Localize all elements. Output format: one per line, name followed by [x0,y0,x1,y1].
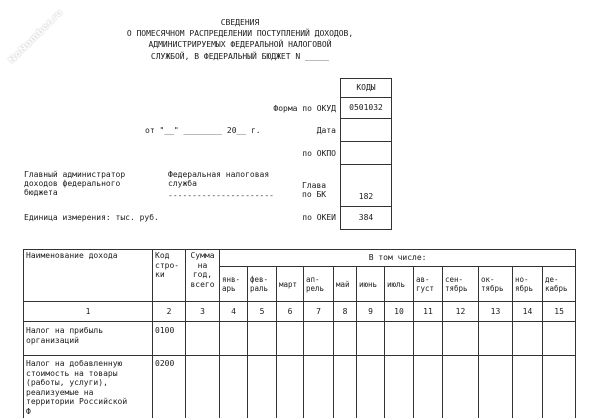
row-cell[interactable] [357,322,385,356]
row-cell[interactable] [479,322,513,356]
glava-label: Глава по БК [302,181,327,200]
header-including: В том числе: [220,250,576,267]
month-dec: де- кабрь [543,267,576,302]
month-aug: ав- густ [414,267,443,302]
row-cell[interactable] [543,322,576,356]
col-number: 12 [443,302,479,322]
unit-label: Единица измерения: тыс. руб. [24,213,159,222]
row-cell[interactable] [443,322,479,356]
row-code: 0200 [153,356,186,418]
row-cell[interactable] [443,356,479,418]
row-cell[interactable] [543,356,576,418]
watermark: NoNumber.ru [6,7,66,66]
row-cell[interactable] [513,356,543,418]
month-apr: ап- рель [304,267,334,302]
row-cell[interactable] [186,322,220,356]
codes-header-label: КОДЫ [356,83,376,93]
month-jul: июль [385,267,414,302]
row-cell[interactable] [334,356,357,418]
col-number: 3 [186,302,220,322]
row-cell[interactable] [479,356,513,418]
month-oct: ок- тябрь [479,267,513,302]
okud-label: Форма по ОКУД [273,104,336,113]
okud-code: 0501032 [349,103,383,113]
table-row [24,356,576,418]
col-number: 9 [357,302,385,322]
row-cell[interactable] [248,322,277,356]
col-number: 8 [334,302,357,322]
header-code: Код стро- ки [153,250,186,302]
month-feb: фев- раль [248,267,277,302]
okei-code: 384 [358,213,374,223]
row-name: Налог на добавленную стоимость на товары (работы, услуги), реализуемые на территории Российской Ф [24,356,153,418]
glava-code: 182 [358,191,374,201]
col-number: 7 [304,302,334,322]
row-cell[interactable] [248,356,277,418]
col-number: 5 [248,302,277,322]
row-cell[interactable] [385,356,414,418]
col-number: 10 [385,302,414,322]
row-code: 0100 [153,322,186,356]
col-number: 14 [513,302,543,322]
okud-code-cell [340,97,392,119]
row-cell[interactable] [414,322,443,356]
col-number: 15 [543,302,576,322]
row-cell[interactable] [385,322,414,356]
row-cell[interactable] [414,356,443,418]
okei-code-cell [340,206,392,230]
col-number: 2 [153,302,186,322]
row-cell[interactable] [220,356,248,418]
admin-value: Федеральная налоговая служба [168,170,270,189]
okpo-cell[interactable] [340,141,392,165]
month-mar: март [277,267,304,302]
row-cell[interactable] [334,322,357,356]
date-label: Дата [316,126,336,135]
row-cell[interactable] [357,356,385,418]
row-cell[interactable] [304,356,334,418]
table-row [24,322,576,356]
month-may: май [334,267,357,302]
row-cell[interactable] [220,322,248,356]
header-name: Наименование дохода [24,250,153,302]
header-sum: Сумма на год, всего [186,250,220,302]
okei-label: по ОКЕИ [302,213,336,222]
date-cell[interactable] [340,118,392,142]
col-number: 6 [277,302,304,322]
month-jan: янв- арь [220,267,248,302]
document-title: СВЕДЕНИЯ О ПОМЕСЯЧНОМ РАСПРЕДЕЛЕНИИ ПОСТУПЛЕНИЙ ДОХОДОВ, АДМИНИСТРИРУЕМЫХ ФЕДЕРАЛЬНОЙ НАЛОГОВОЙ СЛУЖБОЙ, В ФЕДЕРАЛЬНЫЙ БЮДЖЕТ N _____ [126,18,354,61]
admin-label: Главный администратор доходов федерального бюджета [24,170,126,198]
row-cell[interactable] [304,322,334,356]
col-number: 4 [220,302,248,322]
col-number: 13 [479,302,513,322]
row-cell[interactable] [513,322,543,356]
row-cell[interactable] [186,356,220,418]
codes-header [340,78,392,98]
okpo-label: по ОКПО [302,149,336,158]
row-cell[interactable] [277,322,304,356]
income-table [23,249,576,418]
col-number: 1 [24,302,153,322]
month-jun: июнь [357,267,385,302]
col-number: 11 [414,302,443,322]
month-nov: но- ябрь [513,267,543,302]
glava-code-cell [340,164,392,207]
date-line: от "__" ________ 20__ г. [145,126,261,135]
month-sep: сен- тябрь [443,267,479,302]
admin-underline: ---------------------- [168,191,274,200]
row-cell[interactable] [277,356,304,418]
row-name: Налог на прибыль организаций [24,322,153,356]
